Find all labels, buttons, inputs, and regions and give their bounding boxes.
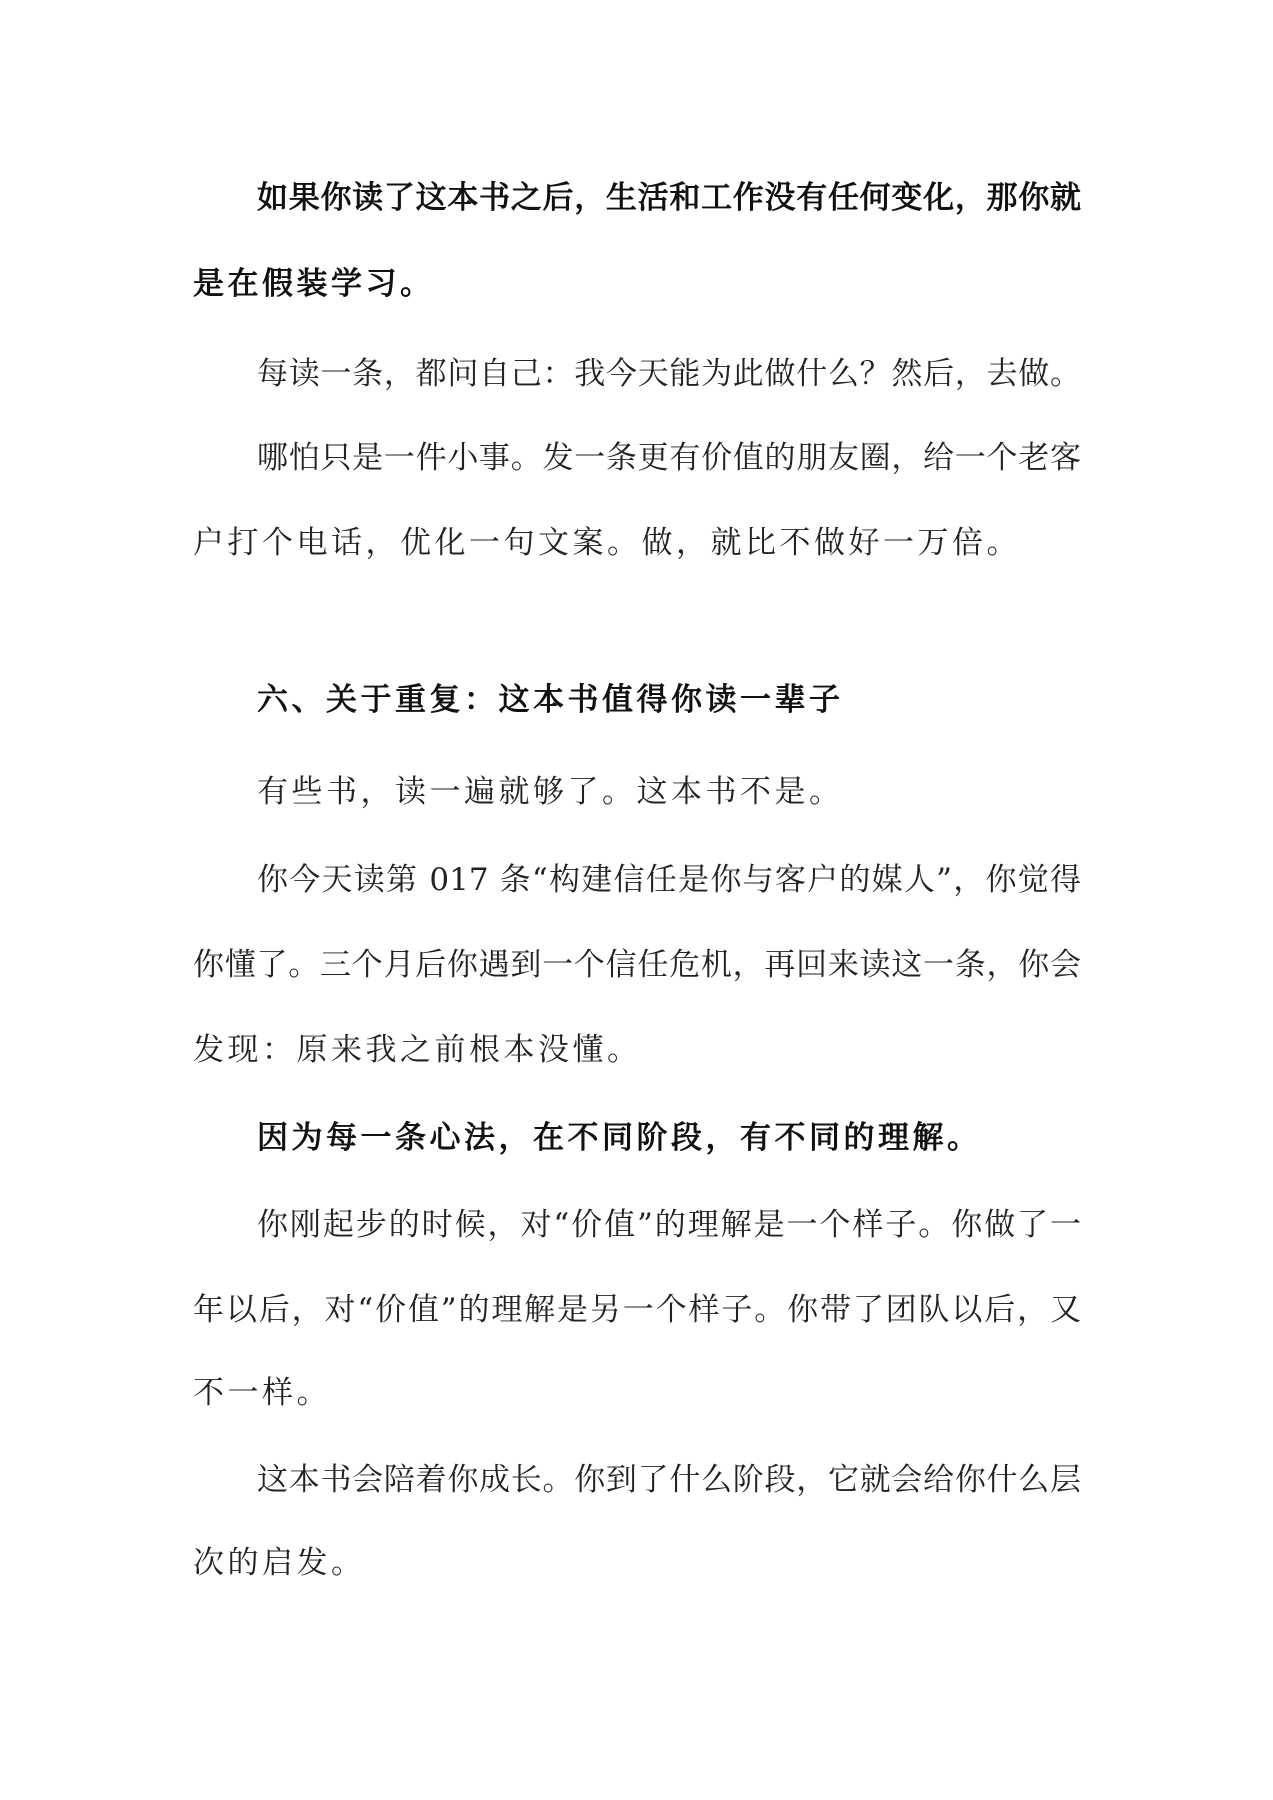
paragraph-line: 每读一条，都问自己：我今天能为此做什么？然后，去做。 bbox=[257, 356, 1081, 392]
bold-paragraph-line: 因为每一条心法，在不同阶段，有不同的理解。 bbox=[257, 1120, 982, 1156]
paragraph-line: 年以后，对“价值”的理解是另一个样子。你带了团队以后，又 bbox=[193, 1292, 1081, 1328]
paragraph-line: 哪怕只是一件小事。发一条更有价值的朋友圈，给一个老客 bbox=[257, 440, 1081, 476]
paragraph-line: 户打个电话，优化一句文案。做，就比不做好一万倍。 bbox=[193, 525, 1021, 561]
paragraph-line: 你懂了。三个月后你遇到一个信任危机，再回来读这一条，你会 bbox=[193, 947, 1081, 983]
paragraph-line: 有些书，读一遍就够了。这本书不是。 bbox=[257, 774, 844, 810]
paragraph-line: 发现：原来我之前根本没懂。 bbox=[193, 1032, 642, 1068]
bold-paragraph-line: 如果你读了这本书之后，生活和工作没有任何变化，那你就 bbox=[257, 180, 1081, 216]
paragraph-line: 不一样。 bbox=[193, 1375, 331, 1411]
paragraph-line: 这本书会陪着你成长。你到了什么阶段，它就会给你什么层 bbox=[257, 1462, 1081, 1498]
paragraph-line: 次的启发。 bbox=[193, 1545, 366, 1581]
bold-paragraph-line: 是在假装学习。 bbox=[193, 266, 435, 302]
paragraph-line: 你刚起步的时候，对“价值”的理解是一个样子。你做了一 bbox=[257, 1207, 1081, 1243]
paragraph-line: 你今天读第 017 条“构建信任是你与客户的媒人”，你觉得 bbox=[257, 862, 1081, 898]
section-heading: 六、关于重复：这本书值得你读一辈子 bbox=[257, 682, 844, 718]
